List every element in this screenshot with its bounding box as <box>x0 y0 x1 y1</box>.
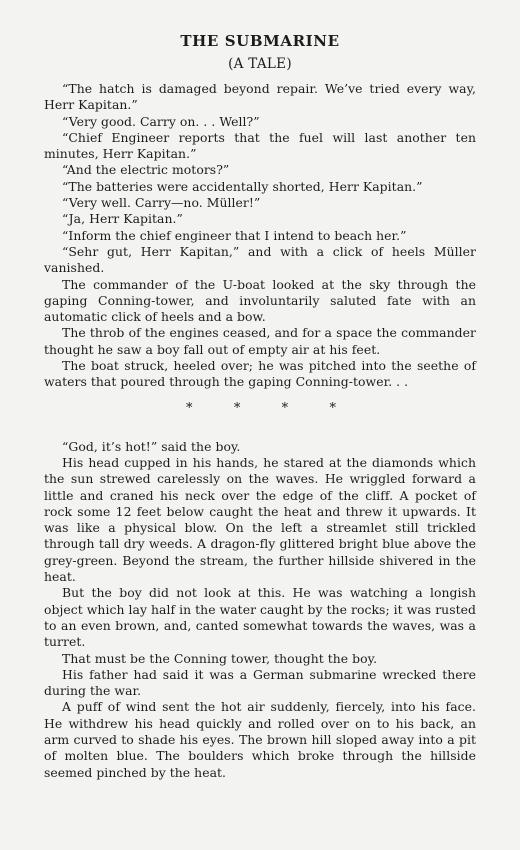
paragraph: “And the electric motors?” <box>62 162 230 178</box>
paragraph: That must be the Conning tower, thought the boy. <box>62 650 378 666</box>
section-separator <box>186 401 336 417</box>
paragraph: A puff of wind sent the hot air suddenly, fiercely, into his face. He withdrew his head quickly and rolled over on to his back, an arm curved to shade his eyes. The brown hill sloped away into a pit of molten blue. The boulders which broke through the hillside seemed pinched by the heat. <box>44 699 476 780</box>
separator-star: * <box>281 400 289 416</box>
separator-star: * <box>233 400 241 416</box>
paragraph: The boat struck, heeled over; he was pitched into the seethe of waters that poured through the gaping Conning-tower. . . <box>44 358 476 390</box>
page-content <box>44 30 476 781</box>
separator-star: * <box>186 400 193 416</box>
story-title: THE SUBMARINE <box>180 32 340 50</box>
paragraph: But the boy did not look at this. He was watching a longish object which lay half in the water caught by the rocks; it was rusted to an even brown, and, canted somewhat towards the waves, was a turret. <box>44 585 476 650</box>
paragraph: “Ja, Herr Kapitan.” <box>62 211 183 227</box>
story-part-one <box>44 81 476 391</box>
paragraph: “Very good. Carry on. . . Well?” <box>62 113 260 129</box>
paragraph: “Sehr gut, Herr Kapitan,” and with a click of heels Müller vanished. <box>44 243 476 276</box>
separator-star: * <box>329 400 336 416</box>
paragraph: “God, it’s hot!” said the boy. <box>62 438 241 454</box>
paragraph: His head cupped in his hands, he stared at the diamonds which the sun strewed carelessly on the waves. He wriggled forward a little and craned his neck over the edge of the cliff. A pocket of rock some 12 feet below caught the heat and threw it upwards. It was like a physical blow. On the left a streamlet still trickled through tall dry weeds. A dragon-fly glittered bright blue above the grey-green. Beyond the stream, the further hillside shivered in the heat. <box>44 454 476 585</box>
paragraph: The throb of the engines ceased, and for a space the commander thought he saw a boy fall out of empty air at his feet. <box>44 325 476 357</box>
paragraph: “Inform the chief engineer that I intend to beach her.” <box>62 227 407 243</box>
paragraph: His father had said it was a German submarine wrecked there during the war. <box>44 666 476 699</box>
paragraph: The commander of the U-boat looked at the sky through the gaping Conning-tower, and involuntarily saluted fate with an automatic click of heels and a bow. <box>44 276 476 325</box>
paragraph: “The batteries were accidentally shorted, Herr Kapitan.” <box>62 178 423 194</box>
paragraph: “Very well. Carry—no. Müller!” <box>62 195 261 211</box>
story-part-two <box>44 439 476 781</box>
paragraph: “The hatch is damaged beyond repair. We’ve tried every way, Herr Kapitan.” <box>44 81 476 113</box>
story-subtitle: (A TALE) <box>228 56 292 72</box>
paragraph: “Chief Engineer reports that the fuel will last another ten minutes, Herr Kapitan.” <box>44 129 476 162</box>
